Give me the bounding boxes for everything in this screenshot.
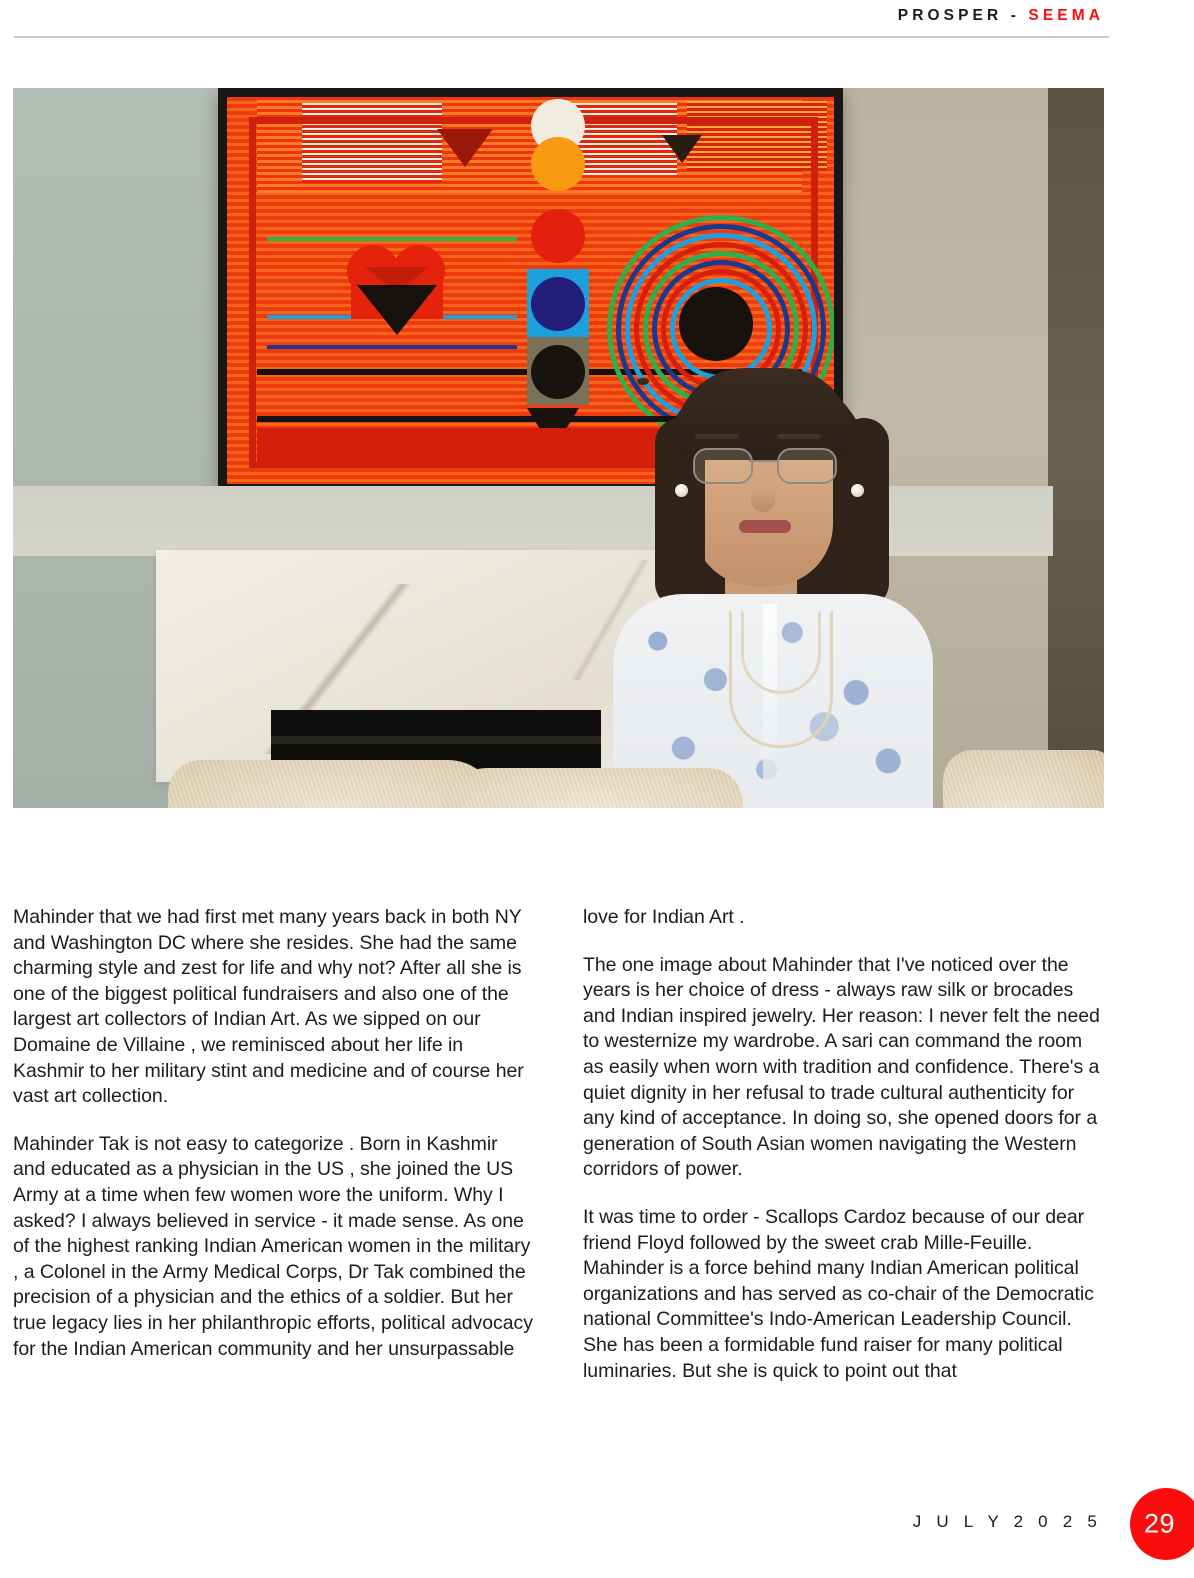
running-head-section: PROSPER - bbox=[897, 7, 1029, 24]
running-head-brand: SEEMA bbox=[1028, 7, 1104, 24]
pearl-necklace-long bbox=[729, 610, 833, 748]
eye-right bbox=[721, 378, 733, 385]
armchair-right bbox=[943, 750, 1104, 808]
eyeglass-bridge bbox=[749, 460, 779, 462]
article-column-left bbox=[13, 905, 535, 1384]
eyeglass-lens-right bbox=[777, 448, 837, 484]
page-header bbox=[0, 0, 1194, 46]
artwork-ring-core bbox=[679, 287, 753, 361]
portrait-subject bbox=[613, 366, 933, 808]
page-number-badge bbox=[1130, 1488, 1194, 1560]
artwork-heart-motif bbox=[347, 245, 447, 339]
fireplace-burner bbox=[271, 736, 601, 744]
artwork-stripe bbox=[267, 237, 517, 241]
artwork-disc-red bbox=[531, 209, 585, 263]
artwork-disc-column bbox=[527, 97, 589, 437]
feature-photograph bbox=[13, 88, 1104, 808]
pearl-earring-right bbox=[851, 484, 864, 497]
wall-shadow-plane bbox=[1048, 88, 1104, 808]
pearl-earring-left bbox=[675, 484, 688, 497]
article-paragraph: Mahinder that we had first met many years back in both NY and Washington DC where she resides. She had the same charming style and zest for life and why not? After all she is one of the biggest political fundraisers and also one of the largest art collectors of Indian Art. As we sipped on our Domaine de Villaine , we reminisced about her life in Kashmir to her military stint and medicine and of course her vast art collection. bbox=[13, 906, 524, 1108]
article-body bbox=[13, 905, 1105, 1384]
eyebrow-left bbox=[695, 434, 739, 439]
article-paragraph: The one image about Mahinder that I've noticed over the years is her choice of dress - always raw silk or brocades and Indian inspired jewelry. Her reason: I never felt the need to westernize my wardrobe. A sari can command the room as easily when worn with tradition and confidence. There's a quiet dignity in her refusal to trade cultural authenticity for any kind of acceptance. In doing so, she opened doors for a generation of South Asian women navigating the Western corridors of power. bbox=[583, 953, 1100, 1181]
article-paragraph: It was time to order - Scallops Cardoz because of our dear friend Floyd followed by the sweet crab Mille-Feuille. Mahinder is a force behind many Indian American political organizations and has served as co-chair of the Democratic national Committee's Indo-American Leadership Council. She has been a formidable fund raiser for many political luminaries. But she is quick to point out that bbox=[583, 1205, 1094, 1382]
running-head bbox=[898, 7, 1104, 25]
eyeglass-lens-left bbox=[693, 448, 753, 484]
eyebrow-right bbox=[777, 434, 821, 439]
textured-throw-center bbox=[443, 768, 743, 808]
artwork-stripe bbox=[267, 345, 517, 349]
article-paragraph: Mahinder Tak is not easy to categorize . Born in Kashmir and educated as a physician in the US , she joined the US Army at a time when few women wore the uniform. Why I asked? I always believed in service - it made sense. As one of the highest ranking Indian American women in the military , a Colonel in the Army Medical Corps, Dr Tak combined the precision of a physician and the ethics of a soldier. But her true legacy lies in her philanthropic efforts, political advocacy for the Indian American community and her unsurpassable bbox=[13, 1132, 533, 1360]
eye-left bbox=[637, 378, 649, 385]
header-divider bbox=[14, 36, 1109, 38]
throw-texture bbox=[943, 750, 1104, 808]
artwork-disc-orange bbox=[531, 137, 585, 191]
artwork-disc-blue bbox=[531, 277, 585, 331]
nose bbox=[751, 478, 775, 512]
mouth bbox=[739, 520, 791, 533]
issue-date: J U L Y 2 0 2 5 bbox=[912, 1512, 1102, 1531]
eyeglasses bbox=[691, 448, 837, 482]
artwork-disc-black bbox=[531, 345, 585, 399]
article-column-right bbox=[583, 905, 1105, 1384]
hair-top bbox=[675, 368, 853, 460]
page-number: 29 bbox=[1144, 1508, 1176, 1539]
article-paragraph: love for Indian Art . bbox=[583, 906, 745, 928]
artwork-heart-dark-triangle bbox=[357, 285, 437, 335]
throw-texture bbox=[443, 768, 743, 808]
